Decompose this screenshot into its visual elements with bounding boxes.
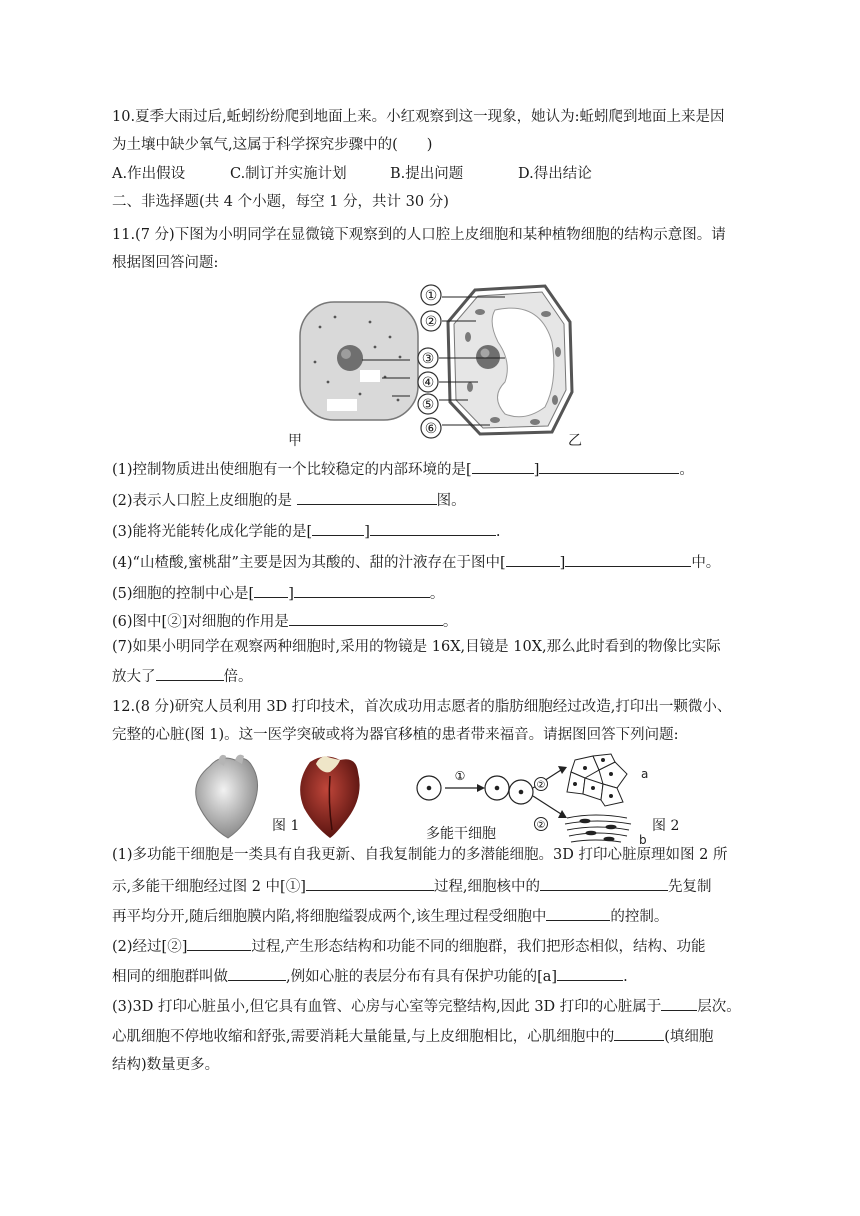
answer-blank[interactable] bbox=[370, 520, 496, 536]
q12-p2-line2: 相同的细胞群叫做 ,例如心脏的表层分布有具有保护功能的[a] . bbox=[112, 965, 628, 987]
answer-blank[interactable] bbox=[614, 1025, 664, 1041]
caption-fig1: 图 1 bbox=[272, 818, 300, 834]
svg-text:②: ② bbox=[536, 820, 546, 831]
answer-blank[interactable] bbox=[312, 520, 364, 536]
caption-yi: 乙 bbox=[568, 433, 582, 449]
svg-text:②: ② bbox=[424, 314, 438, 330]
label-1 bbox=[421, 285, 441, 305]
q10-line2: 为土壤中缺少氧气,这属于科学探究步骤中的( ) bbox=[112, 137, 433, 153]
q12-p1-line2: 示,多能干细胞经过图 2 中[①] 过程,细胞核中的 先复制 bbox=[112, 875, 711, 897]
answer-blank[interactable] bbox=[228, 965, 286, 981]
label-3 bbox=[418, 348, 438, 368]
q11-line2: 根据图回答问题: bbox=[112, 255, 219, 271]
stem-cell-pair bbox=[485, 776, 533, 804]
answer-blank[interactable] bbox=[661, 995, 697, 1011]
q12-line1: 12.(8 分)研究人员利用 3D 打印技术，首次成功用志愿者的脂肪细胞经过改造,打印出一颗微小、 bbox=[112, 699, 732, 715]
answer-blank[interactable] bbox=[472, 458, 534, 474]
q11-sub2: (2)表示人口腔上皮细胞的是 图。 bbox=[112, 489, 466, 511]
svg-text:①: ① bbox=[454, 769, 466, 783]
q10-option-b: B.提出问题 bbox=[390, 166, 464, 182]
differentiation-arrows bbox=[533, 766, 567, 831]
svg-text:⑥: ⑥ bbox=[424, 421, 438, 437]
q12-p3-line3: 结构)数量更多。 bbox=[112, 1057, 220, 1073]
answer-blank[interactable] bbox=[297, 489, 437, 505]
answer-blank[interactable] bbox=[156, 665, 224, 681]
q10-options bbox=[112, 164, 592, 184]
svg-text:④: ④ bbox=[421, 375, 435, 391]
q11-sub7-line2: 放大了 倍。 bbox=[112, 665, 253, 687]
svg-text:③: ③ bbox=[421, 351, 435, 367]
q11-sub3: (3)能将光能转化成化学能的是[ ] . bbox=[112, 520, 500, 542]
stem-cell-label: 多能干细胞 bbox=[426, 826, 496, 842]
division-arrow bbox=[445, 769, 485, 792]
q11-sub4: (4)“山楂酸,蜜桃甜”主要是因为其酸的、甜的汁液存在于图中[ ] 中。 bbox=[112, 551, 720, 573]
heart-model-gray bbox=[196, 755, 258, 838]
section-2-heading: 二、非选择题(共 4 个小题，每空 1 分，共计 30 分) bbox=[112, 194, 449, 210]
figure-labels bbox=[418, 285, 441, 438]
label-4 bbox=[418, 372, 438, 392]
answer-blank[interactable] bbox=[306, 875, 434, 891]
answer-blank[interactable] bbox=[546, 905, 610, 921]
caption-jia: 甲 bbox=[288, 433, 302, 449]
q12-p1-line1: (1)多功能干细胞是一类具有自我更新、自我复制能力的多潜能细胞。3D 打印心脏原理如图 2 所 bbox=[112, 847, 728, 863]
q10-option-c: C.制订并实施计划 bbox=[230, 166, 347, 182]
label-b: b bbox=[639, 833, 647, 847]
answer-blank[interactable] bbox=[294, 582, 430, 598]
answer-blank[interactable] bbox=[540, 875, 668, 891]
label-5 bbox=[418, 394, 438, 414]
cell-figure bbox=[290, 282, 590, 447]
svg-text:①: ① bbox=[424, 288, 438, 304]
svg-text:②: ② bbox=[536, 780, 546, 791]
label-2 bbox=[421, 311, 441, 331]
q12-p1-line3: 再平均分开,随后细胞膜内陷,将细胞缢裂成两个,该生理过程受细胞中 的控制。 bbox=[112, 905, 668, 927]
q11-sub5: (5)细胞的控制中心是[ ] 。 bbox=[112, 582, 444, 604]
q11-sub7-line1: (7)如果小明同学在观察两种细胞时,采用的物镜是 16X,目镜是 10X,那么此时看到的物像比实际 bbox=[112, 639, 721, 655]
caption-fig2: 图 2 bbox=[652, 818, 680, 834]
q10-option-d: D.得出结论 bbox=[518, 166, 592, 182]
q12-line2: 完整的心脏(图 1)。这一医学突破或将为器官移植的患者带来福音。请据图回答下列问题: bbox=[112, 727, 679, 743]
animal-cell bbox=[300, 302, 418, 420]
q11-line1: 11.(7 分)下图为小明同学在显微镜下观察到的人口腔上皮细胞和某种植物细胞的结构示意图。请 bbox=[112, 227, 726, 243]
answer-blank[interactable] bbox=[506, 551, 560, 567]
svg-text:⑤: ⑤ bbox=[421, 397, 435, 413]
q10-option-a: A.作出假设 bbox=[112, 166, 186, 182]
heart-real bbox=[300, 756, 359, 838]
plant-cell bbox=[439, 286, 572, 434]
q11-sub1: (1)控制物质进出使细胞有一个比较稳定的内部环境的是[ ] 。 bbox=[112, 458, 694, 480]
q12-p3-line2: 心肌细胞不停地收缩和舒张,需要消耗大量能量,与上皮细胞相比，心肌细胞中的 (填细胞 bbox=[112, 1025, 713, 1047]
stem-cell-single bbox=[417, 776, 441, 800]
answer-blank[interactable] bbox=[187, 935, 251, 951]
label-6 bbox=[421, 418, 441, 438]
answer-blank[interactable] bbox=[289, 610, 443, 626]
answer-blank[interactable] bbox=[539, 458, 679, 474]
q12-p3-line1: (3)3D 打印心脏虽小,但它具有血管、心房与心室等完整结构,因此 3D 打印的心脏属于 层次。 bbox=[112, 995, 741, 1017]
answer-blank[interactable] bbox=[565, 551, 691, 567]
label-a: a bbox=[641, 767, 649, 781]
q11-sub6: (6)图中[②]对细胞的作用是 。 bbox=[112, 610, 457, 632]
answer-blank[interactable] bbox=[557, 965, 623, 981]
answer-blank[interactable] bbox=[254, 582, 288, 598]
muscle-tissue-b bbox=[565, 815, 631, 842]
epithelial-tissue-a bbox=[567, 754, 627, 806]
q10-line1: 10.夏季大雨过后,蚯蚓纷纷爬到地面上来。小红观察到这一现象，她认为:蚯蚓爬到地面上来是因 bbox=[112, 109, 725, 125]
q12-p2-line1: (2)经过[②] 过程,产生形态结构和功能不同的细胞群，我们把形态相似，结构、功能 bbox=[112, 935, 705, 957]
